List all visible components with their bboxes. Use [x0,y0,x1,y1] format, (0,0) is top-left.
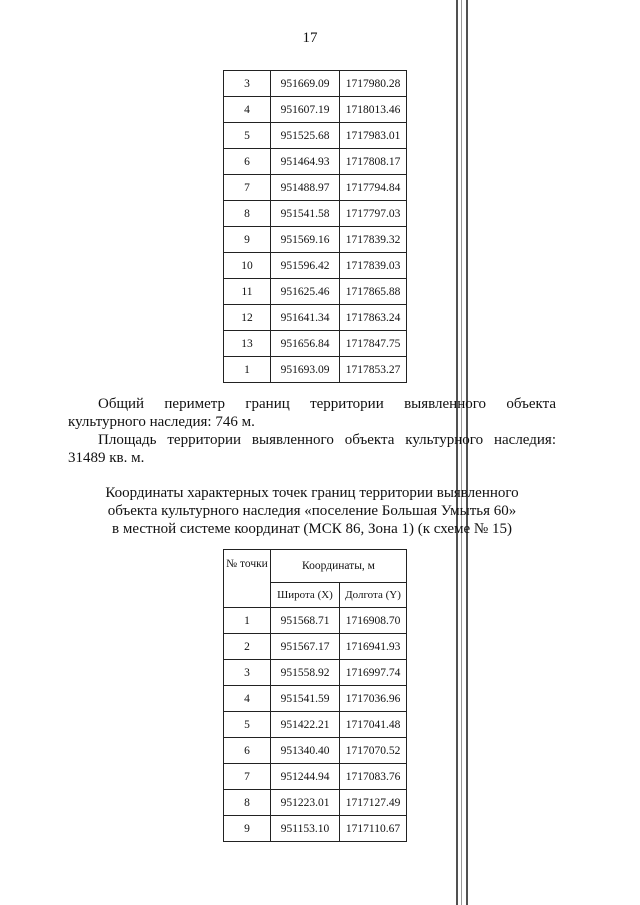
latitude-cell: 951656.84 [271,331,340,357]
point-number-cell: 5 [224,123,271,149]
longitude-cell: 1716997.74 [340,660,407,686]
table-row [224,227,407,253]
point-number-cell: 9 [224,227,271,253]
table-row [224,305,407,331]
point-number-cell: 1 [224,357,271,383]
longitude-cell: 1717847.75 [340,331,407,357]
table-row [224,660,407,686]
longitude-cell: 1717070.52 [340,738,407,764]
longitude-cell: 1717794.84 [340,175,407,201]
caption-line-3: в местной системе координат (МСК 86, Зона 1) (к схеме № 15) [112,521,512,537]
table-caption [68,484,556,538]
page-number: 17 [302,30,318,46]
point-number-cell: 9 [224,816,271,842]
longitude-cell: 1717839.32 [340,227,407,253]
perimeter-paragraph [68,395,556,431]
table-row [224,816,407,842]
table-row [224,738,407,764]
point-number-cell: 5 [224,712,271,738]
point-number-cell: 6 [224,738,271,764]
point-number-cell: 4 [224,97,271,123]
header-longitude: Долгота (Y) [340,583,407,608]
latitude-cell: 951693.09 [271,357,340,383]
latitude-cell: 951464.93 [271,149,340,175]
latitude-cell: 951558.92 [271,660,340,686]
caption-line-1: Координаты характерных точек границ территории выявленного [105,485,519,501]
longitude-cell: 1717839.03 [340,253,407,279]
table-row [224,175,407,201]
longitude-cell: 1718013.46 [340,97,407,123]
table-row [224,201,407,227]
longitude-cell: 1717110.67 [340,816,407,842]
point-number-cell: 6 [224,149,271,175]
area-line-1: Площадь территории выявленного объекта культурного наследия: [98,432,556,448]
longitude-cell: 1716908.70 [340,608,407,634]
perimeter-line-1: Общий периметр границ территории выявленного объекта [98,396,556,412]
latitude-cell: 951641.34 [271,305,340,331]
table-row [224,712,407,738]
caption-line-2: объекта культурного наследия «поселение Большая Умытья 60» [107,503,517,519]
latitude-cell: 951669.09 [271,71,340,97]
table-row [224,686,407,712]
latitude-cell: 951340.40 [271,738,340,764]
longitude-cell: 1717863.24 [340,305,407,331]
point-number-cell: 4 [224,686,271,712]
longitude-cell: 1717808.17 [340,149,407,175]
longitude-cell: 1717041.48 [340,712,407,738]
table-row [224,149,407,175]
latitude-cell: 951607.19 [271,97,340,123]
coordinates-table [223,549,407,842]
point-number-cell: 3 [224,71,271,97]
latitude-cell: 951596.42 [271,253,340,279]
latitude-cell: 951567.17 [271,634,340,660]
longitude-cell: 1717127.49 [340,790,407,816]
header-point-number: № точки [224,550,271,608]
table-row [224,97,407,123]
longitude-cell: 1717083.76 [340,764,407,790]
point-number-cell: 7 [224,175,271,201]
longitude-cell: 1717980.28 [340,71,407,97]
latitude-cell: 951244.94 [271,764,340,790]
point-number-cell: 8 [224,201,271,227]
area-line-2: 31489 кв. м. [68,450,145,466]
latitude-cell: 951541.59 [271,686,340,712]
longitude-cell: 1717865.88 [340,279,407,305]
table-row [224,764,407,790]
perimeter-line-2: культурного наследия: 746 м. [68,414,255,430]
coordinates-table-continued [223,70,407,383]
table-row [224,123,407,149]
area-paragraph [68,431,556,467]
table-row [224,790,407,816]
point-number-cell: 8 [224,790,271,816]
latitude-cell: 951488.97 [271,175,340,201]
point-number-cell: 1 [224,608,271,634]
header-coordinates: Координаты, м [271,550,407,583]
point-number-cell: 2 [224,634,271,660]
longitude-cell: 1717983.01 [340,123,407,149]
latitude-cell: 951223.01 [271,790,340,816]
table-header-row [224,550,407,583]
point-number-cell: 10 [224,253,271,279]
point-number-cell: 3 [224,660,271,686]
latitude-cell: 951569.16 [271,227,340,253]
latitude-cell: 951153.10 [271,816,340,842]
table-row [224,253,407,279]
table-row [224,331,407,357]
header-latitude: Широта (X) [271,583,340,608]
longitude-cell: 1717853.27 [340,357,407,383]
latitude-cell: 951625.46 [271,279,340,305]
longitude-cell: 1717797.03 [340,201,407,227]
table-row [224,357,407,383]
point-number-cell: 7 [224,764,271,790]
table-row [224,634,407,660]
longitude-cell: 1716941.93 [340,634,407,660]
point-number-cell: 13 [224,331,271,357]
table-row [224,279,407,305]
point-number-cell: 12 [224,305,271,331]
table-row [224,608,407,634]
latitude-cell: 951541.58 [271,201,340,227]
point-number-cell: 11 [224,279,271,305]
table-row [224,71,407,97]
longitude-cell: 1717036.96 [340,686,407,712]
latitude-cell: 951568.71 [271,608,340,634]
latitude-cell: 951525.68 [271,123,340,149]
latitude-cell: 951422.21 [271,712,340,738]
